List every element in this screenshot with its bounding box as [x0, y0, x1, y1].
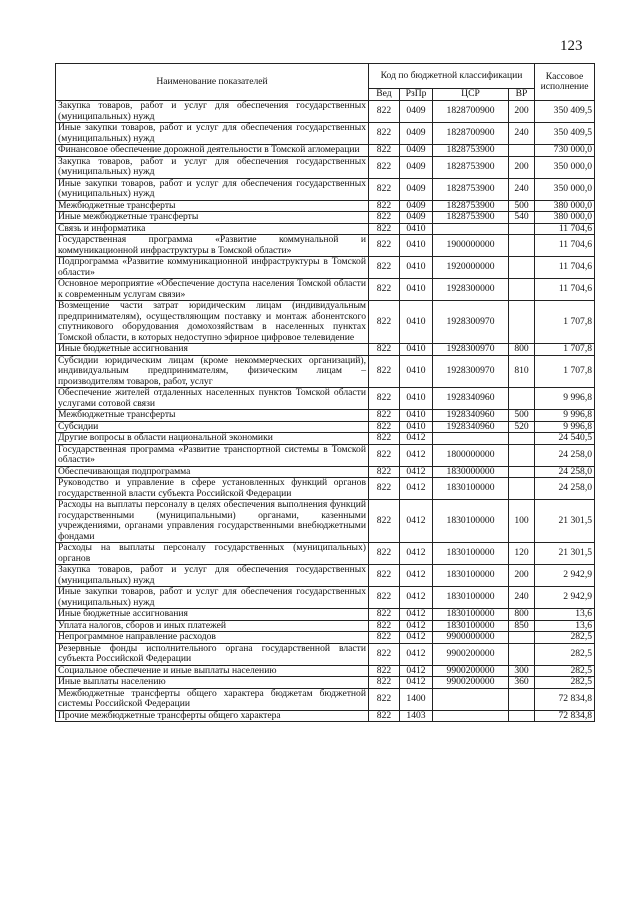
row-name: Возмещение части затрат юридическим лицам (индивидуальным предпринимателям), осуществляющим поставку и монтаж абонентского спутникового оборудования домохозяйствам в населенных пунктах Томской области, в которых недоступно эфирное цифровое телевидение	[56, 301, 369, 344]
row-rzpr: 0409	[400, 145, 433, 157]
row-vr	[509, 223, 535, 235]
row-rzpr: 0410	[400, 344, 433, 356]
row-name: Межбюджетные трансферты	[56, 200, 369, 212]
row-vr: 800	[509, 344, 535, 356]
table-row	[56, 421, 595, 433]
table-row	[56, 200, 595, 212]
row-ved: 822	[369, 500, 400, 543]
row-amount: 11 704,6	[535, 257, 595, 279]
row-name: Финансовое обеспечение дорожной деятельности в Томской агломерации	[56, 145, 369, 157]
row-csr: 1828753900	[433, 200, 509, 212]
row-amount: 72 834,8	[535, 688, 595, 710]
row-rzpr: 0412	[400, 643, 433, 665]
row-ved: 822	[369, 677, 400, 689]
row-amount: 72 834,8	[535, 710, 595, 722]
row-name: Подпрограмма «Развитие коммуникационной инфраструктуры в Томской области»	[56, 257, 369, 279]
row-rzpr: 0409	[400, 212, 433, 224]
table-body	[56, 101, 595, 722]
row-name: Расходы на выплаты персоналу государственных (муниципальных) органов	[56, 543, 369, 565]
table-row	[56, 643, 595, 665]
row-name: Субсидии	[56, 421, 369, 433]
row-vr	[509, 301, 535, 344]
row-csr	[433, 433, 509, 445]
row-amount: 380 000,0	[535, 212, 595, 224]
row-ved: 822	[369, 101, 400, 123]
row-ved: 822	[369, 410, 400, 422]
row-ved: 822	[369, 388, 400, 410]
row-csr: 1800000000	[433, 444, 509, 466]
row-csr: 1830100000	[433, 609, 509, 621]
row-rzpr: 0412	[400, 433, 433, 445]
table-row	[56, 355, 595, 388]
row-csr: 1900000000	[433, 235, 509, 257]
row-vr	[509, 478, 535, 500]
row-ved: 822	[369, 565, 400, 587]
row-rzpr: 0410	[400, 410, 433, 422]
row-name: Обеспечение жителей отдаленных населенных пунктов Томской области услугами сотовой связи	[56, 388, 369, 410]
row-rzpr: 0412	[400, 444, 433, 466]
header-rzpr: РзПр	[400, 89, 433, 101]
row-ved: 822	[369, 643, 400, 665]
row-rzpr: 1400	[400, 688, 433, 710]
table-row	[56, 632, 595, 644]
header-code-group: Код по бюджетной классификации	[369, 64, 535, 89]
row-vr	[509, 643, 535, 665]
row-vr	[509, 145, 535, 157]
row-ved: 822	[369, 212, 400, 224]
row-amount: 11 704,6	[535, 223, 595, 235]
row-rzpr: 0412	[400, 543, 433, 565]
row-name: Резервные фонды исполнительного органа государственной власти субъекта Российской Федерации	[56, 643, 369, 665]
table-row	[56, 344, 595, 356]
row-name: Субсидии юридическим лицам (кроме некоммерческих организаций), индивидуальным предпринимателям, физическим лицам – производителям товаров, работ, услуг	[56, 355, 369, 388]
row-rzpr: 0412	[400, 632, 433, 644]
row-rzpr: 0412	[400, 478, 433, 500]
row-name: Социальное обеспечение и иные выплаты населению	[56, 665, 369, 677]
row-amount: 9 996,8	[535, 421, 595, 433]
row-vr: 240	[509, 178, 535, 200]
row-vr: 300	[509, 665, 535, 677]
row-csr: 1830100000	[433, 500, 509, 543]
row-name: Государственная программа «Развитие коммунальной и коммуникационной инфраструктуры в Томской области»	[56, 235, 369, 257]
table-row	[56, 123, 595, 145]
row-amount: 350 000,0	[535, 178, 595, 200]
row-ved: 822	[369, 632, 400, 644]
row-amount: 1 707,8	[535, 344, 595, 356]
table-row	[56, 279, 595, 301]
row-ved: 822	[369, 145, 400, 157]
row-csr: 1928300970	[433, 355, 509, 388]
row-csr: 1830000000	[433, 466, 509, 478]
row-vr	[509, 444, 535, 466]
row-csr: 1828700900	[433, 123, 509, 145]
header-ved: Вед	[369, 89, 400, 101]
row-rzpr: 0410	[400, 223, 433, 235]
row-vr: 500	[509, 410, 535, 422]
table-row	[56, 466, 595, 478]
row-vr	[509, 279, 535, 301]
row-ved: 822	[369, 200, 400, 212]
row-amount: 24 258,0	[535, 466, 595, 478]
row-vr: 200	[509, 101, 535, 123]
row-csr: 1830100000	[433, 543, 509, 565]
row-vr	[509, 710, 535, 722]
row-csr	[433, 223, 509, 235]
row-ved: 822	[369, 609, 400, 621]
row-amount: 350 000,0	[535, 156, 595, 178]
row-ved: 822	[369, 355, 400, 388]
row-amount: 13,6	[535, 620, 595, 632]
row-csr: 1928340960	[433, 421, 509, 433]
row-name: Закупка товаров, работ и услуг для обеспечения государственных (муниципальных) нужд	[56, 101, 369, 123]
row-ved: 822	[369, 235, 400, 257]
row-rzpr: 0409	[400, 156, 433, 178]
table-row	[56, 257, 595, 279]
row-vr	[509, 433, 535, 445]
row-amount: 282,5	[535, 632, 595, 644]
row-amount: 350 409,5	[535, 123, 595, 145]
row-amount: 282,5	[535, 665, 595, 677]
row-vr	[509, 257, 535, 279]
table-row	[56, 444, 595, 466]
table-row	[56, 433, 595, 445]
table-row	[56, 478, 595, 500]
row-amount: 380 000,0	[535, 200, 595, 212]
row-csr: 1920000000	[433, 257, 509, 279]
row-ved: 822	[369, 478, 400, 500]
row-name: Другие вопросы в области национальной экономики	[56, 433, 369, 445]
row-name: Закупка товаров, работ и услуг для обеспечения государственных (муниципальных) нужд	[56, 156, 369, 178]
row-rzpr: 0409	[400, 178, 433, 200]
table-row	[56, 609, 595, 621]
row-csr	[433, 688, 509, 710]
row-name: Расходы на выплаты персоналу в целях обеспечения выполнения функций государственными (муниципальными) органами, казенными учреждениями, органами управления государственными внебюджетными фондами	[56, 500, 369, 543]
row-ved: 822	[369, 421, 400, 433]
row-csr: 9900200000	[433, 643, 509, 665]
row-amount: 21 301,5	[535, 543, 595, 565]
table-row	[56, 101, 595, 123]
header-vr: ВР	[509, 89, 535, 101]
row-name: Непрограммное направление расходов	[56, 632, 369, 644]
row-vr	[509, 466, 535, 478]
row-rzpr: 0412	[400, 587, 433, 609]
row-rzpr: 0410	[400, 235, 433, 257]
table-row	[56, 620, 595, 632]
row-ved: 822	[369, 279, 400, 301]
row-rzpr: 0410	[400, 388, 433, 410]
row-amount: 1 707,8	[535, 355, 595, 388]
table-row	[56, 178, 595, 200]
row-csr: 1830100000	[433, 620, 509, 632]
row-name: Иные межбюджетные трансферты	[56, 212, 369, 224]
table-row	[56, 688, 595, 710]
row-csr: 1830100000	[433, 565, 509, 587]
row-name: Закупка товаров, работ и услуг для обеспечения государственных (муниципальных) нужд	[56, 565, 369, 587]
row-csr: 1830100000	[433, 587, 509, 609]
row-name: Руководство и управление в сфере установленных функций органов государственной власти субъекта Российской Федерации	[56, 478, 369, 500]
row-vr: 200	[509, 565, 535, 587]
table-row	[56, 301, 595, 344]
row-csr: 1928300000	[433, 279, 509, 301]
row-name: Прочие межбюджетные трансферты общего характера	[56, 710, 369, 722]
row-csr: 9900000000	[433, 632, 509, 644]
row-name: Иные бюджетные ассигнования	[56, 609, 369, 621]
row-rzpr: 0410	[400, 301, 433, 344]
row-vr	[509, 632, 535, 644]
row-amount: 1 707,8	[535, 301, 595, 344]
row-rzpr: 0410	[400, 257, 433, 279]
row-vr: 520	[509, 421, 535, 433]
row-vr: 810	[509, 355, 535, 388]
row-ved: 822	[369, 620, 400, 632]
row-ved: 822	[369, 178, 400, 200]
header-name: Наименование показателей	[56, 64, 369, 101]
row-vr	[509, 235, 535, 257]
row-vr: 120	[509, 543, 535, 565]
row-name: Связь и информатика	[56, 223, 369, 235]
table-row	[56, 410, 595, 422]
row-ved: 822	[369, 710, 400, 722]
row-csr: 1828753900	[433, 212, 509, 224]
row-rzpr: 0409	[400, 101, 433, 123]
table-row	[56, 223, 595, 235]
row-vr: 800	[509, 609, 535, 621]
page-number: 123	[560, 38, 583, 54]
row-csr: 9900200000	[433, 665, 509, 677]
header-csr: ЦСР	[433, 89, 509, 101]
row-rzpr: 0410	[400, 279, 433, 301]
row-vr: 360	[509, 677, 535, 689]
row-amount: 9 996,8	[535, 410, 595, 422]
row-vr: 100	[509, 500, 535, 543]
row-amount: 11 704,6	[535, 279, 595, 301]
row-ved: 822	[369, 665, 400, 677]
row-rzpr: 0412	[400, 609, 433, 621]
row-rzpr: 0410	[400, 355, 433, 388]
row-name: Межбюджетные трансферты	[56, 410, 369, 422]
row-rzpr: 0412	[400, 500, 433, 543]
row-vr	[509, 688, 535, 710]
row-csr: 1928340960	[433, 388, 509, 410]
row-csr: 1828753900	[433, 178, 509, 200]
row-rzpr: 0412	[400, 565, 433, 587]
table-row	[56, 235, 595, 257]
row-csr: 1828700900	[433, 101, 509, 123]
row-csr: 1830100000	[433, 478, 509, 500]
table-row	[56, 665, 595, 677]
row-vr: 500	[509, 200, 535, 212]
table-row	[56, 145, 595, 157]
row-ved: 822	[369, 466, 400, 478]
budget-table	[55, 63, 595, 722]
row-name: Государственная программа «Развитие транспортной системы в Томской области»	[56, 444, 369, 466]
row-vr	[509, 388, 535, 410]
row-csr	[433, 710, 509, 722]
row-amount: 282,5	[535, 643, 595, 665]
row-name: Иные закупки товаров, работ и услуг для обеспечения государственных (муниципальных) нужд	[56, 178, 369, 200]
row-ved: 822	[369, 123, 400, 145]
row-name: Основное мероприятие «Обеспечение доступа населения Томской области к современным услугам связи»	[56, 279, 369, 301]
row-csr: 1928340960	[433, 410, 509, 422]
row-vr: 850	[509, 620, 535, 632]
table-row	[56, 565, 595, 587]
header-cash-execution: Кассовое исполнение	[535, 64, 595, 101]
row-ved: 822	[369, 433, 400, 445]
row-rzpr: 0412	[400, 620, 433, 632]
row-name: Иные бюджетные ассигнования	[56, 344, 369, 356]
row-rzpr: 0412	[400, 677, 433, 689]
row-name: Обеспечивающая подпрограмма	[56, 466, 369, 478]
row-amount: 2 942,9	[535, 587, 595, 609]
row-vr: 200	[509, 156, 535, 178]
row-ved: 822	[369, 344, 400, 356]
row-name: Иные выплаты населению	[56, 677, 369, 689]
row-amount: 730 000,0	[535, 145, 595, 157]
row-ved: 822	[369, 543, 400, 565]
row-vr: 240	[509, 587, 535, 609]
row-csr: 1828753900	[433, 145, 509, 157]
row-amount: 21 301,5	[535, 500, 595, 543]
row-vr: 540	[509, 212, 535, 224]
row-ved: 822	[369, 223, 400, 235]
row-amount: 24 540,5	[535, 433, 595, 445]
row-amount: 24 258,0	[535, 478, 595, 500]
row-ved: 822	[369, 301, 400, 344]
row-name: Иные закупки товаров, работ и услуг для обеспечения государственных (муниципальных) нужд	[56, 587, 369, 609]
row-csr: 9900200000	[433, 677, 509, 689]
table-row	[56, 710, 595, 722]
row-rzpr: 0410	[400, 421, 433, 433]
table-row	[56, 156, 595, 178]
row-rzpr: 0412	[400, 665, 433, 677]
row-amount: 350 409,5	[535, 101, 595, 123]
row-ved: 822	[369, 156, 400, 178]
row-name: Межбюджетные трансферты общего характера бюджетам бюджетной системы Российской Федерации	[56, 688, 369, 710]
row-name: Уплата налогов, сборов и иных платежей	[56, 620, 369, 632]
row-amount: 13,6	[535, 609, 595, 621]
row-csr: 1928300970	[433, 301, 509, 344]
row-amount: 11 704,6	[535, 235, 595, 257]
row-ved: 822	[369, 257, 400, 279]
row-rzpr: 1403	[400, 710, 433, 722]
table-row	[56, 500, 595, 543]
row-rzpr: 0409	[400, 123, 433, 145]
table-row	[56, 587, 595, 609]
table-row	[56, 212, 595, 224]
row-ved: 822	[369, 688, 400, 710]
table-row	[56, 388, 595, 410]
row-name: Иные закупки товаров, работ и услуг для обеспечения государственных (муниципальных) нужд	[56, 123, 369, 145]
row-rzpr: 0409	[400, 200, 433, 212]
row-vr: 240	[509, 123, 535, 145]
row-ved: 822	[369, 587, 400, 609]
table-row	[56, 677, 595, 689]
row-amount: 24 258,0	[535, 444, 595, 466]
row-amount: 2 942,9	[535, 565, 595, 587]
row-ved: 822	[369, 444, 400, 466]
row-rzpr: 0412	[400, 466, 433, 478]
row-amount: 9 996,8	[535, 388, 595, 410]
table-row	[56, 543, 595, 565]
row-csr: 1828753900	[433, 156, 509, 178]
row-amount: 282,5	[535, 677, 595, 689]
row-csr: 1928300970	[433, 344, 509, 356]
